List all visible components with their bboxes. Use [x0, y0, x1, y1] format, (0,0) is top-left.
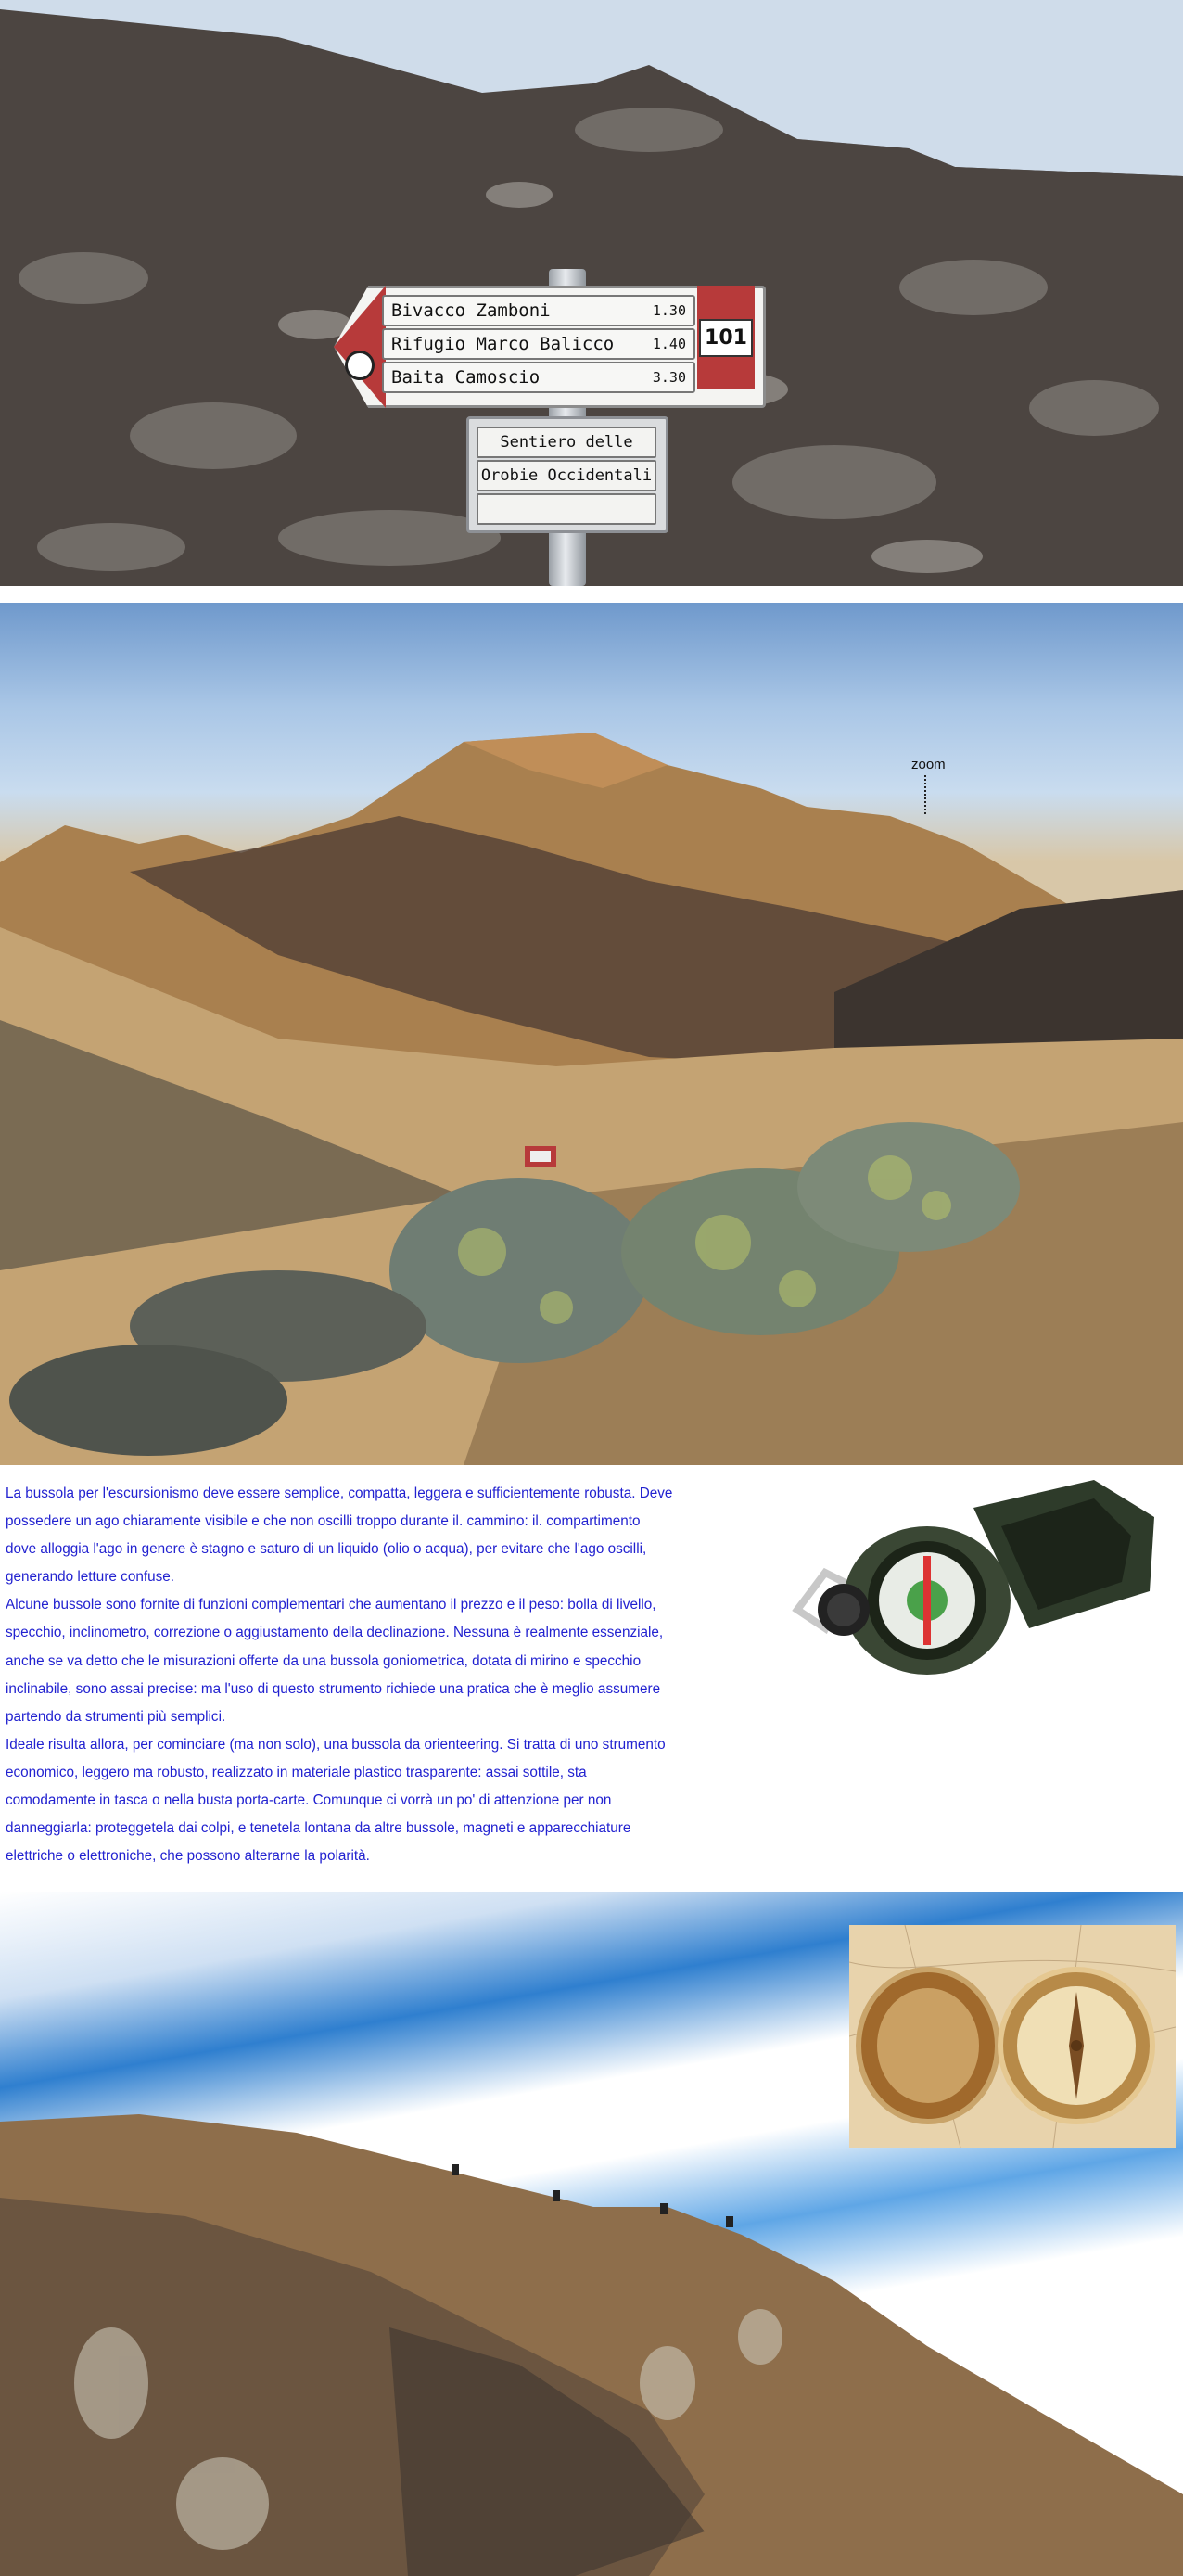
article-text: [6, 1480, 673, 1870]
destination-time: 1.40: [652, 336, 686, 352]
article-paragraph: La bussola per l'escursionismo deve essere semplice, compatta, leggera e sufficientemente robusta. Deve possedere un ago chiaramente visibile e che non oscilli troppo durante il. cammino: il. compartimento dove alloggia l'ago in genere è stagno e saturo di un liquido (olio o acqua), per evitare che l'ago oscilli, generando letture confuse.: [6, 1486, 673, 1586]
board-line: Sentiero delle: [477, 427, 656, 458]
mountain-photo: [0, 603, 1183, 1465]
signpost-photo: [0, 0, 1183, 586]
sign-destination-row: [382, 295, 695, 326]
ridge-hikers-photo: [0, 2105, 1183, 2576]
board-blank-line: [477, 493, 656, 525]
sign-destination-row: [382, 362, 695, 393]
cai-emblem-icon: [345, 351, 375, 380]
destination-label: Baita Camoscio: [391, 367, 541, 388]
destination-label: Bivacco Zamboni: [391, 300, 551, 321]
article-paragraph: Ideale risulta allora, per cominciare (ma non solo), una bussola da orienteering. Si tratta di uno strumento economico, leggero ma robusto, realizzato in materiale plastico trasparente: assai sottile, sta comodamente in tasca o nella busta porta-carte. Comunque ci vorrà un po' di attenzione per non danneggiarla: proteggetela dai colpi, e tenetela lontana da altre bussole, magneti e apparecchiature elettriche o elettroniche, che possono alterarne la polarità.: [6, 1736, 666, 1865]
zoom-pointer-line: [924, 775, 926, 814]
trail-number: 101: [699, 319, 753, 357]
sign-destination-row: [382, 328, 695, 360]
destination-time: 1.30: [652, 302, 686, 319]
trail-number-plate: [697, 286, 755, 389]
trail-name-board: [466, 416, 668, 533]
zoom-annotation: zoom: [911, 757, 946, 772]
mountain-landscape: [0, 603, 1183, 1465]
destination-label: Rifugio Marco Balicco: [391, 334, 615, 354]
lensatic-compass-image: [788, 1471, 1154, 1693]
article-paragraph: Alcune bussole sono fornite di funzioni complementari che aumentano il prezzo e il peso: bolla di livello, specchio, inclinometro, correzione o aggiustamento della declinazione. Nessuna è realmente essenziale, anche se va detto che le misurazioni offerte da una bussola goniometrica, dotata di mirino e specchio inclinabile, sono assai precise: ma l'uso di questo strumento richiede una pratica che è meglio assumere partendo da strumenti più semplici.: [6, 1597, 664, 1725]
board-line: Orobie Occidentali: [477, 460, 656, 491]
destination-time: 3.30: [652, 369, 686, 386]
